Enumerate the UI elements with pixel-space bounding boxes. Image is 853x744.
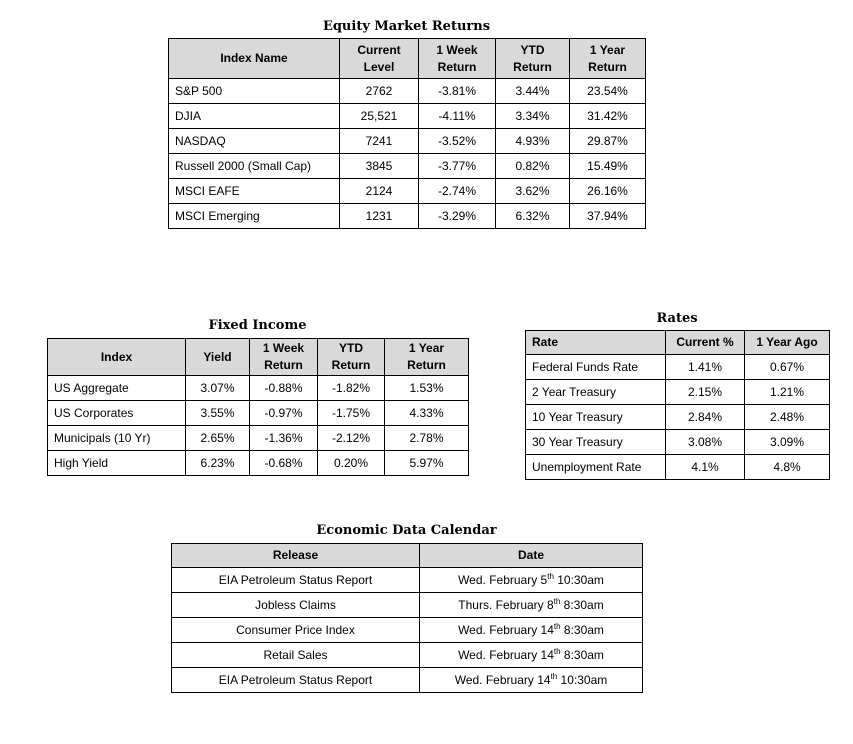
rates-header-current: Current % [666, 331, 745, 355]
equity-cell: 6.32% [496, 204, 570, 229]
table-row [526, 430, 830, 455]
rates-cell: 2 Year Treasury [526, 380, 666, 405]
table-row [169, 154, 646, 179]
equity-cell: 3.62% [496, 179, 570, 204]
calendar-date: Wed. February 14th 8:30am [420, 643, 643, 668]
table-row [172, 618, 643, 643]
equity-title: Equity Market Returns [322, 19, 491, 34]
fixed-income-cell: 5.97% [385, 451, 469, 476]
calendar-date: Thurs. February 8th 8:30am [420, 593, 643, 618]
equity-cell: 29.87% [570, 129, 646, 154]
equity-header-index-name: Index Name [169, 39, 340, 79]
rates-cell: 3.09% [745, 430, 830, 455]
rates-cell: 10 Year Treasury [526, 405, 666, 430]
table-row [172, 643, 643, 668]
fixed-income-table [47, 338, 469, 476]
equity-cell: 3845 [340, 154, 419, 179]
fixed-income-cell: 3.07% [186, 376, 250, 401]
rates-cell: 2.84% [666, 405, 745, 430]
rates-cell: 30 Year Treasury [526, 430, 666, 455]
fixed-income-cell: 1.53% [385, 376, 469, 401]
fixed-income-cell: 2.65% [186, 426, 250, 451]
fixed-income-cell: 6.23% [186, 451, 250, 476]
calendar-release: Jobless Claims [172, 593, 420, 618]
fixed-income-cell: Municipals (10 Yr) [48, 426, 186, 451]
calendar-release: EIA Petroleum Status Report [172, 568, 420, 593]
fixed-income-cell: 3.55% [186, 401, 250, 426]
fixed-income-cell: High Yield [48, 451, 186, 476]
table-row [48, 451, 469, 476]
fixed-income-cell: 4.33% [385, 401, 469, 426]
equity-cell: -3.29% [419, 204, 496, 229]
table-row [172, 593, 643, 618]
rates-cell: 4.8% [745, 455, 830, 480]
equity-cell: MSCI EAFE [169, 179, 340, 204]
equity-cell: 25,521 [340, 104, 419, 129]
calendar-title: Economic Data Calendar [316, 523, 497, 538]
table-row [169, 104, 646, 129]
calendar-date: Wed. February 5th 10:30am [420, 568, 643, 593]
equity-cell: Russell 2000 (Small Cap) [169, 154, 340, 179]
calendar-header-release: Release [172, 544, 420, 568]
fixed-income-title: Fixed Income [208, 318, 307, 333]
equity-header-ytd-return: YTD Return [496, 39, 570, 79]
calendar-header-row [172, 544, 643, 568]
calendar-table [171, 543, 643, 693]
table-row [172, 568, 643, 593]
fixed-income-header-1-week-return: 1 Week Return [250, 339, 318, 376]
table-row [526, 405, 830, 430]
table-row [526, 455, 830, 480]
rates-cell: 2.48% [745, 405, 830, 430]
rates-header-1-year-ago: 1 Year Ago [745, 331, 830, 355]
fixed-income-cell: -1.82% [318, 376, 385, 401]
equity-cell: 15.49% [570, 154, 646, 179]
rates-header-rate: Rate [526, 331, 666, 355]
rates-table [525, 330, 830, 480]
table-row [48, 426, 469, 451]
table-row [526, 355, 830, 380]
fixed-income-header-index: Index [48, 339, 186, 376]
calendar-release: EIA Petroleum Status Report [172, 668, 420, 693]
equity-cell: 4.93% [496, 129, 570, 154]
equity-cell: 26.16% [570, 179, 646, 204]
fixed-income-header-row [48, 339, 469, 376]
equity-cell: -4.11% [419, 104, 496, 129]
calendar-header-date: Date [420, 544, 643, 568]
fixed-income-cell: US Corporates [48, 401, 186, 426]
equity-cell: -3.81% [419, 79, 496, 104]
fixed-income-cell: 2.78% [385, 426, 469, 451]
table-row [48, 376, 469, 401]
equity-header-1-week-return: 1 Week Return [419, 39, 496, 79]
rates-cell: Federal Funds Rate [526, 355, 666, 380]
equity-cell: -3.52% [419, 129, 496, 154]
fixed-income-cell: 0.20% [318, 451, 385, 476]
equity-table [168, 38, 646, 229]
equity-header-current-level: Current Level [340, 39, 419, 79]
equity-cell: S&P 500 [169, 79, 340, 104]
rates-header-row [526, 331, 830, 355]
fixed-income-cell: -2.12% [318, 426, 385, 451]
equity-cell: 1231 [340, 204, 419, 229]
rates-cell: 1.41% [666, 355, 745, 380]
table-row [169, 79, 646, 104]
equity-cell: DJIA [169, 104, 340, 129]
fixed-income-cell: -0.88% [250, 376, 318, 401]
fixed-income-header-1-year-return: 1 Year Return [385, 339, 469, 376]
fixed-income-header-ytd-return: YTD Return [318, 339, 385, 376]
rates-title: Rates [656, 311, 698, 326]
equity-cell: 7241 [340, 129, 419, 154]
equity-header-1-year-return: 1 Year Return [570, 39, 646, 79]
calendar-date: Wed. February 14th 10:30am [420, 668, 643, 693]
fixed-income-cell: -0.97% [250, 401, 318, 426]
equity-cell: 3.34% [496, 104, 570, 129]
table-row [169, 129, 646, 154]
fixed-income-cell: -0.68% [250, 451, 318, 476]
equity-cell: 23.54% [570, 79, 646, 104]
equity-cell: -3.77% [419, 154, 496, 179]
table-row [48, 401, 469, 426]
rates-cell: 0.67% [745, 355, 830, 380]
calendar-release: Consumer Price Index [172, 618, 420, 643]
table-row [169, 204, 646, 229]
equity-cell: -2.74% [419, 179, 496, 204]
calendar-date: Wed. February 14th 8:30am [420, 618, 643, 643]
equity-cell: 31.42% [570, 104, 646, 129]
rates-cell: 1.21% [745, 380, 830, 405]
rates-cell: 4.1% [666, 455, 745, 480]
table-row [172, 668, 643, 693]
table-row [169, 179, 646, 204]
equity-cell: 0.82% [496, 154, 570, 179]
table-row [526, 380, 830, 405]
equity-header-row [169, 39, 646, 79]
equity-cell: MSCI Emerging [169, 204, 340, 229]
calendar-release: Retail Sales [172, 643, 420, 668]
fixed-income-header-yield: Yield [186, 339, 250, 376]
fixed-income-cell: US Aggregate [48, 376, 186, 401]
equity-cell: NASDAQ [169, 129, 340, 154]
equity-cell: 37.94% [570, 204, 646, 229]
fixed-income-cell: -1.36% [250, 426, 318, 451]
rates-cell: Unemployment Rate [526, 455, 666, 480]
equity-cell: 3.44% [496, 79, 570, 104]
equity-cell: 2762 [340, 79, 419, 104]
rates-cell: 3.08% [666, 430, 745, 455]
rates-cell: 2.15% [666, 380, 745, 405]
fixed-income-cell: -1.75% [318, 401, 385, 426]
equity-cell: 2124 [340, 179, 419, 204]
